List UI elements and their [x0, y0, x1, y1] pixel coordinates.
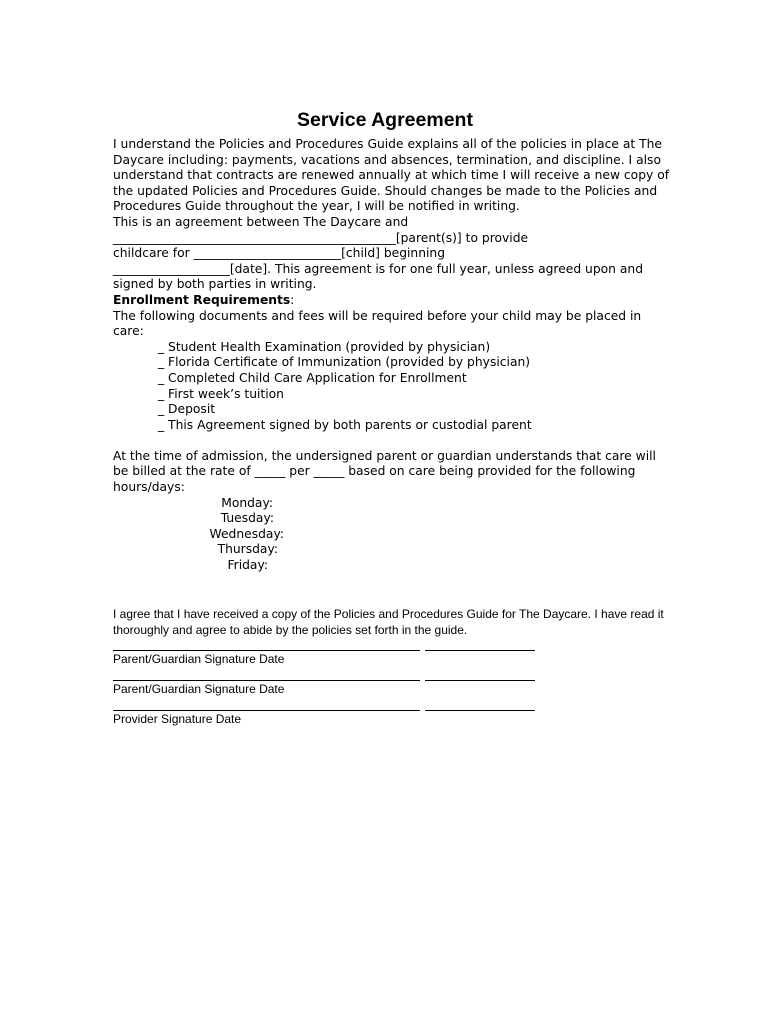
checklist-item: _ Deposit [158, 402, 216, 417]
intro-paragraph: I understand the Policies and Procedures Guide explains all of the policies in place at The Daycare including: payments, vacations and absences, termination, and discipline. I also understand that contracts are renewed annually at which time I will receive a new copy of the updated Policies and Procedures Guide. Should changes be made to the Policies and Procedures Guide throughout the year, I will be notified in writing. [113, 137, 670, 214]
day-thursday: Thursday: [217, 542, 278, 557]
enrollment-heading-colon: : [290, 292, 295, 307]
signature-line-1[interactable] [113, 650, 420, 651]
checklist-item: _ Florida Certificate of Immunization (provided by physician) [158, 355, 531, 370]
checklist-item: _ Student Health Examination (provided by physician) [158, 339, 491, 354]
day-friday: Friday: [227, 558, 268, 573]
date-line-1[interactable] [425, 650, 535, 651]
agreement-line-4: ___________________[date]. This agreement is for one full year, unless agreed upon and signed by both parties in writing. [113, 261, 644, 292]
signature-label-2: Parent/Guardian Signature Date [113, 682, 285, 696]
spacer [113, 433, 673, 449]
signature-line-2[interactable] [113, 680, 420, 681]
days-list [113, 496, 673, 574]
agreement-line-1: This is an agreement between The Daycare and [113, 214, 409, 229]
signature-line-3[interactable] [113, 710, 420, 711]
enrollment-description: The following documents and fees will be required before your child may be placed in care: [113, 308, 642, 339]
checklist-item: _ Completed Child Care Application for Enrollment [158, 370, 467, 385]
agreement-line-3: childcare for ________________________[child] beginning [113, 246, 446, 261]
agreement-body [113, 137, 673, 574]
date-line-3[interactable] [425, 710, 535, 711]
page-title: Service Agreement [297, 109, 473, 131]
agreement-line-2: ______________________________________________[parent(s)] to provide [113, 230, 529, 245]
day-monday: Monday: [221, 495, 273, 510]
enrollment-checklist [113, 340, 673, 434]
signature-label-1: Parent/Guardian Signature Date [113, 652, 285, 666]
day-wednesday: Wednesday: [209, 526, 284, 541]
signature-label-3: Provider Signature Date [113, 712, 242, 726]
checklist-item: _ This Agreement signed by both parents or custodial parent [158, 417, 532, 432]
acknowledgement-paragraph: I agree that I have received a copy of the Policies and Procedures Guide for The Daycare. I have read it thoroughly and agree to abide by the policies set forth in the guide. [113, 607, 664, 637]
day-tuesday: Tuesday: [220, 511, 274, 526]
checklist-item: _ First week’s tuition [158, 386, 284, 401]
date-line-2[interactable] [425, 680, 535, 681]
enrollment-heading-text: Enrollment Requirements [113, 292, 291, 307]
enrollment-heading [113, 293, 673, 309]
billing-paragraph: At the time of admission, the undersigned parent or guardian understands that care will be billed at the rate of _____ per _____ based on care being provided for the following hours/days: [113, 448, 656, 495]
